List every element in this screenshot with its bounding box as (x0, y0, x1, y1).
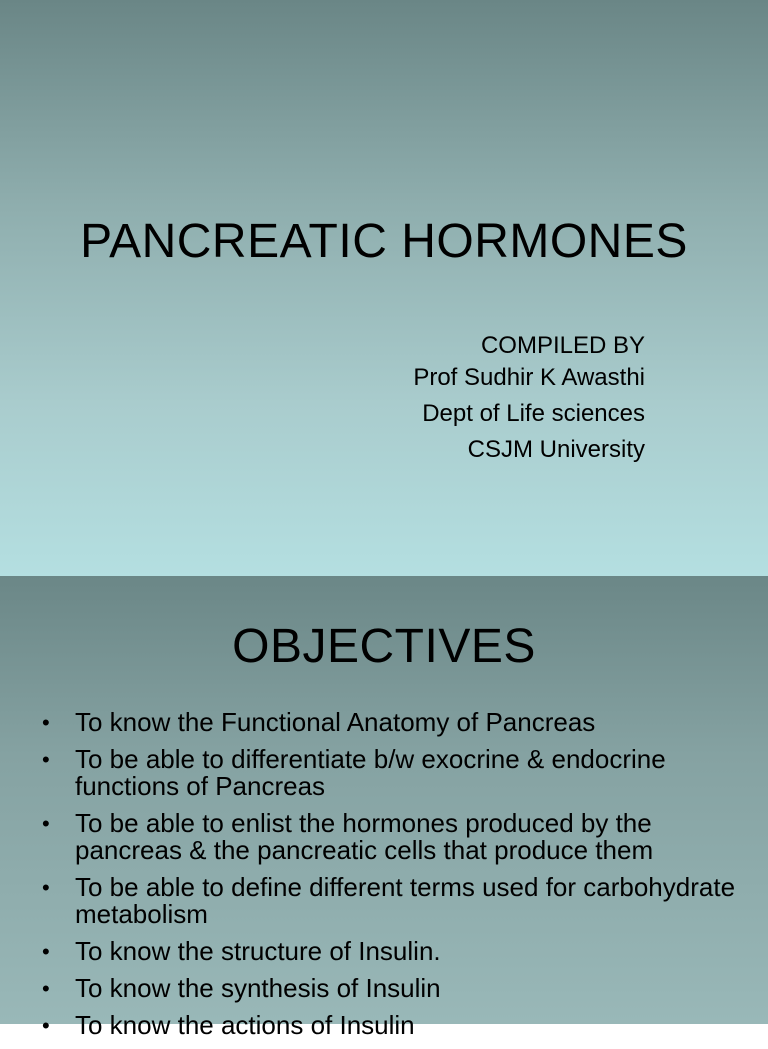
bullet-text: To be able to define different terms used for carbohydrate metabolism (75, 872, 736, 929)
bullet-text: To know the actions of Insulin (75, 1010, 415, 1040)
bullet-text: To know the Functional Anatomy of Pancreas (75, 707, 596, 737)
bullet-text: To know the structure of Insulin. (75, 936, 441, 966)
list-item (40, 709, 740, 736)
list-item (40, 746, 740, 800)
university: CSJM University (467, 436, 645, 463)
objectives-list (40, 709, 740, 1049)
bullet-icon: • (42, 939, 50, 964)
list-item (40, 975, 740, 1002)
list-item (40, 874, 740, 928)
bullet-icon: • (42, 811, 50, 836)
bullet-text: To be able to enlist the hormones produced by the pancreas & the pancreatic cells that produce them (75, 808, 654, 865)
list-item (40, 938, 740, 965)
compiled-by-label: COMPILED BY (480, 332, 645, 359)
bullet-icon: • (42, 710, 50, 735)
list-item (40, 1012, 740, 1039)
bullet-icon: • (42, 875, 50, 900)
bullet-text: To be able to differentiate b/w exocrine & endocrine functions of Pancreas (75, 744, 666, 801)
author-block (413, 330, 645, 466)
bullet-icon: • (42, 747, 50, 772)
objectives-slide (0, 576, 768, 1040)
list-item (40, 810, 740, 864)
author-name: Prof Sudhir K Awasthi (413, 364, 645, 391)
department: Dept of Life sciences (422, 400, 645, 427)
bullet-text: To know the synthesis of Insulin (75, 973, 441, 1003)
objectives-title: OBJECTIVES (232, 620, 536, 673)
bullet-icon: • (42, 976, 50, 1001)
bullet-icon: • (42, 1013, 50, 1038)
presentation-title: PANCREATIC HORMONES (80, 215, 688, 268)
